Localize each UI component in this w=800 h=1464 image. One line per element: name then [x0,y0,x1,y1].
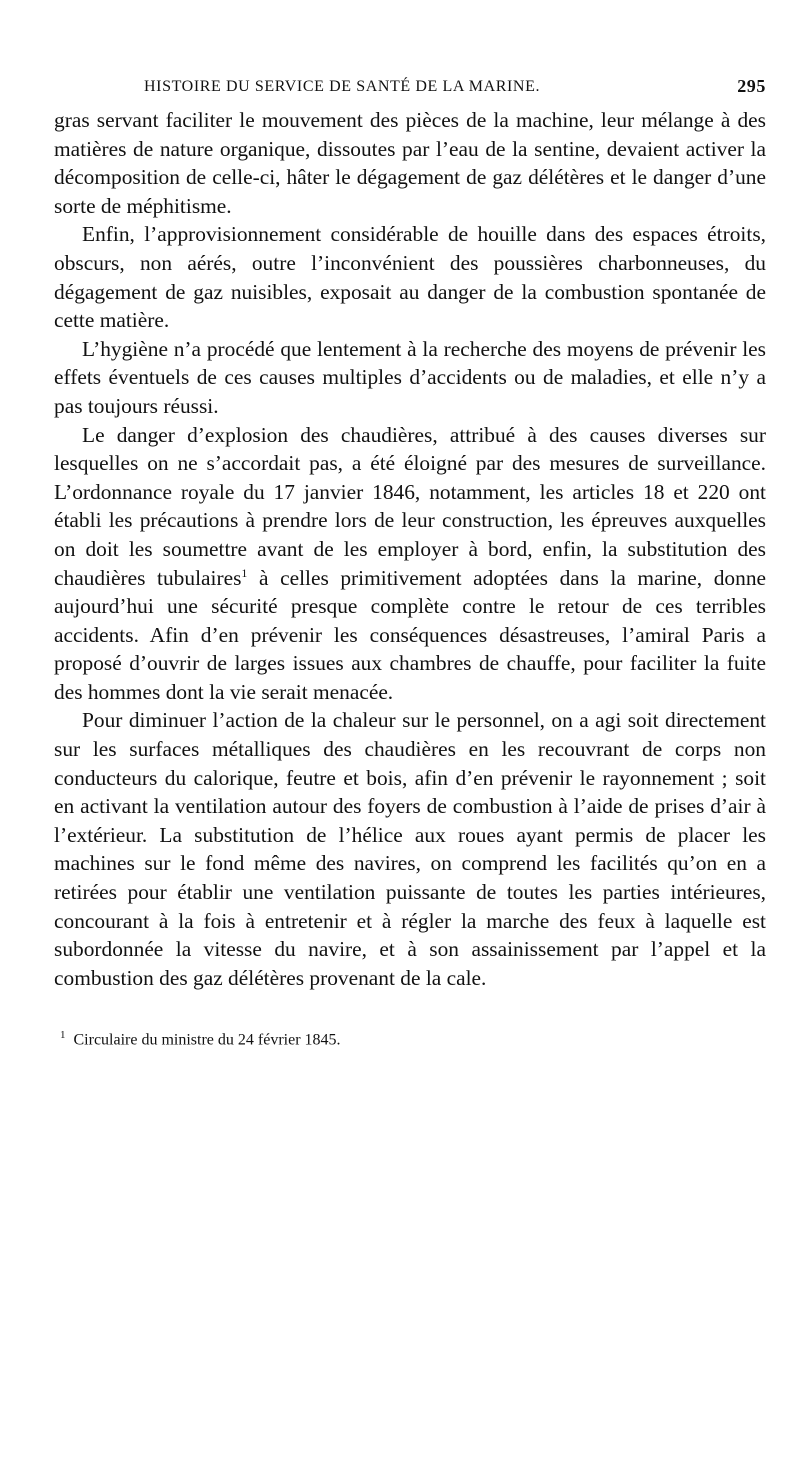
paragraph-4-part-b: à celles primitivement adoptées dans la marine, donne aujourd’hui une sécurité presque complète contre le retour de ces terribles accidents. Afin d’en prévenir les conséquences désastreuses, l’amiral Paris a proposé d’ouvrir de larges issues aux chambres de chauffe, pour faciliter la fuite des hommes dont la vie serait menacée. [54,565,767,704]
body-text [54,106,766,992]
paragraph-4-part-a: Le danger d’explosion des chaudières, attribué à des causes diverses sur lesquelles on ne s’accordait pas, a été éloigné par des mesures de surveillance. L’ordonnance royale du 17 janvier 1846, notamment, les articles 18 et 220 ont établi les précautions à prendre lors de leur construction, les épreuves auxquelles on doit les soumettre avant de les employer à bord, enfin, la substitution des chaudières tubulaires [54,422,766,590]
paragraph-2: Enfin, l’approvisionnement considérable de houille dans des espaces étroits, obscurs, non aérés, outre l’inconvénient des poussières charbonneuses, du dégagement de gaz nuisibles, exposait au danger de la combustion spontanée de cette matière. [54,222,766,333]
book-page [54,76,766,1052]
footnote-reference: 1 [241,565,248,580]
footnote [54,1024,766,1051]
running-header [54,76,766,106]
paragraph-1: gras servant faciliter le mouvement des pièces de la machine, leur mélange à des matières de nature organique, dissoutes par l’eau de la sentine, devaient activer la décomposition de celle-ci, hâter le dégagement de gaz délétères et le danger d’une sorte de méphitisme. [54,108,766,218]
footnote-mark: 1 [60,1029,66,1042]
running-title: HISTOIRE DU SERVICE DE SANTÉ DE LA MARINE. [144,78,541,95]
paragraph-3: L’hygiène n’a procédé que lentement à la recherche des moyens de prévenir les effets éventuels de ces causes multiples d’accidents ou de maladies, et elle n’y a pas toujours réussi. [54,336,766,418]
page-number: 295 [737,76,766,96]
paragraph-4 [54,421,766,707]
paragraph-5: Pour diminuer l’action de la chaleur sur le personnel, on a agi soit directement sur les surfaces métalliques des chaudières en les recouvrant de corps non conducteurs du calorique, feutre et bois, afin d’en prévenir le rayonnement ; soit en activant la ventilation autour des foyers de combustion à l’aide de prises d’air à l’extérieur. La substitution de l’hélice aux roues ayant permis de placer les machines sur le fond même des navires, on comprend les facilités qu’on en a retirées pour établir une ventilation puissante de toutes les parties intérieures, concourant à la fois à entretenir et à régler la marche des feux à laquelle est subordonnée la vitesse du navire, et à son assainissement par l’appel et la combustion des gaz délétères provenant de la cale. [54,708,766,990]
footnote-text: Circulaire du ministre du 24 février 1845. [73,1031,341,1049]
